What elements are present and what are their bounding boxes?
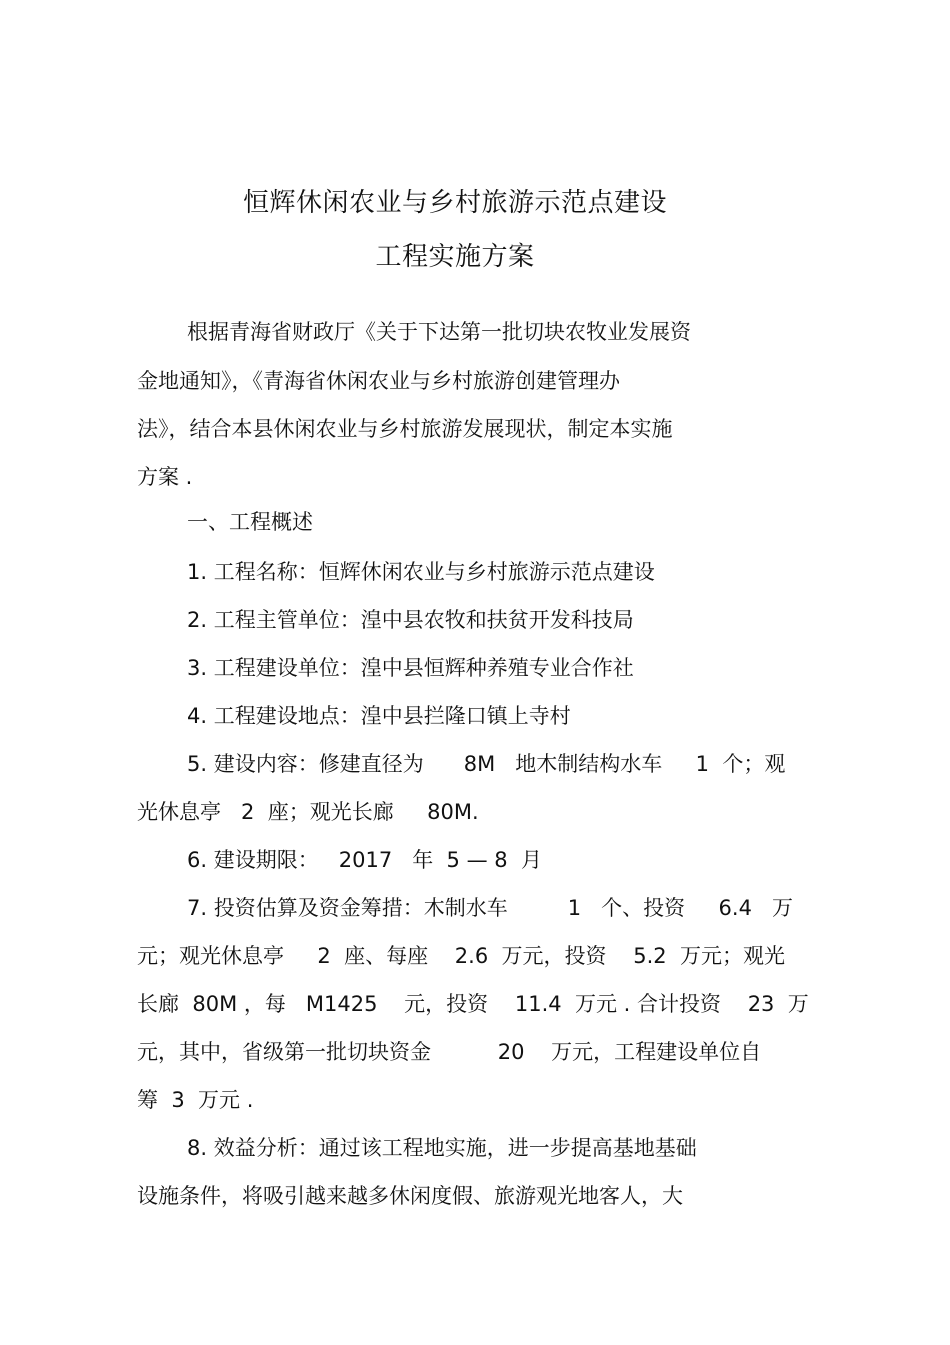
- list-item: 6. 建设期限： 2017 年 5 — 8 月: [187, 848, 542, 872]
- list-item: 7. 投资估算及资金筹措：木制水车 1 个、投资 6.4 万: [187, 896, 793, 920]
- list-item-continuation: 筹 3 万元 .: [137, 1088, 254, 1112]
- body-line: 方案 .: [137, 465, 193, 489]
- list-item-continuation: 元；观光休息亭 2 座、每座 2.6 万元，投资 5.2 万元；观光: [137, 944, 785, 968]
- list-item: 2. 工程主管单位：湟中县农牧和扶贫开发科技局: [187, 608, 634, 632]
- document-title-line-2: 工程实施方案: [375, 242, 535, 272]
- list-item-continuation: 元，其中，省级第一批切块资金 20 万元，工程建设单位自: [137, 1040, 762, 1064]
- body-line: 金地通知》，《青海省休闲农业与乡村旅游创建管理办: [137, 369, 620, 393]
- list-item: 8. 效益分析：通过该工程地实施，进一步提高基地基础: [187, 1136, 697, 1160]
- document-title-line-1: 恒辉休闲农业与乡村旅游示范点建设: [242, 188, 667, 218]
- section-heading: 一、工程概述: [187, 510, 313, 534]
- list-item-continuation: 长廊 80M ，每 M1425 元，投资 11.4 万元 . 合计投资 23 万: [137, 992, 809, 1016]
- list-item: 3. 工程建设单位：湟中县恒辉种养殖专业合作社: [187, 656, 634, 680]
- body-line: 根据青海省财政厅《关于下达第一批切块农牧业发展资: [187, 320, 691, 344]
- body-line: 法》，结合本县休闲农业与乡村旅游发展现状，制定本实施: [137, 417, 673, 441]
- list-item-continuation: 设施条件，将吸引越来越多休闲度假、旅游观光地客人，大: [137, 1184, 683, 1208]
- list-item: 5. 建设内容：修建直径为 8M 地木制结构水车 1 个；观: [187, 752, 786, 776]
- list-item: 1. 工程名称：恒辉休闲农业与乡村旅游示范点建设: [187, 560, 655, 584]
- list-item-continuation: 光休息亭 2 座；观光长廊 80M.: [137, 800, 479, 824]
- list-item: 4. 工程建设地点：湟中县拦隆口镇上寺村: [187, 704, 571, 728]
